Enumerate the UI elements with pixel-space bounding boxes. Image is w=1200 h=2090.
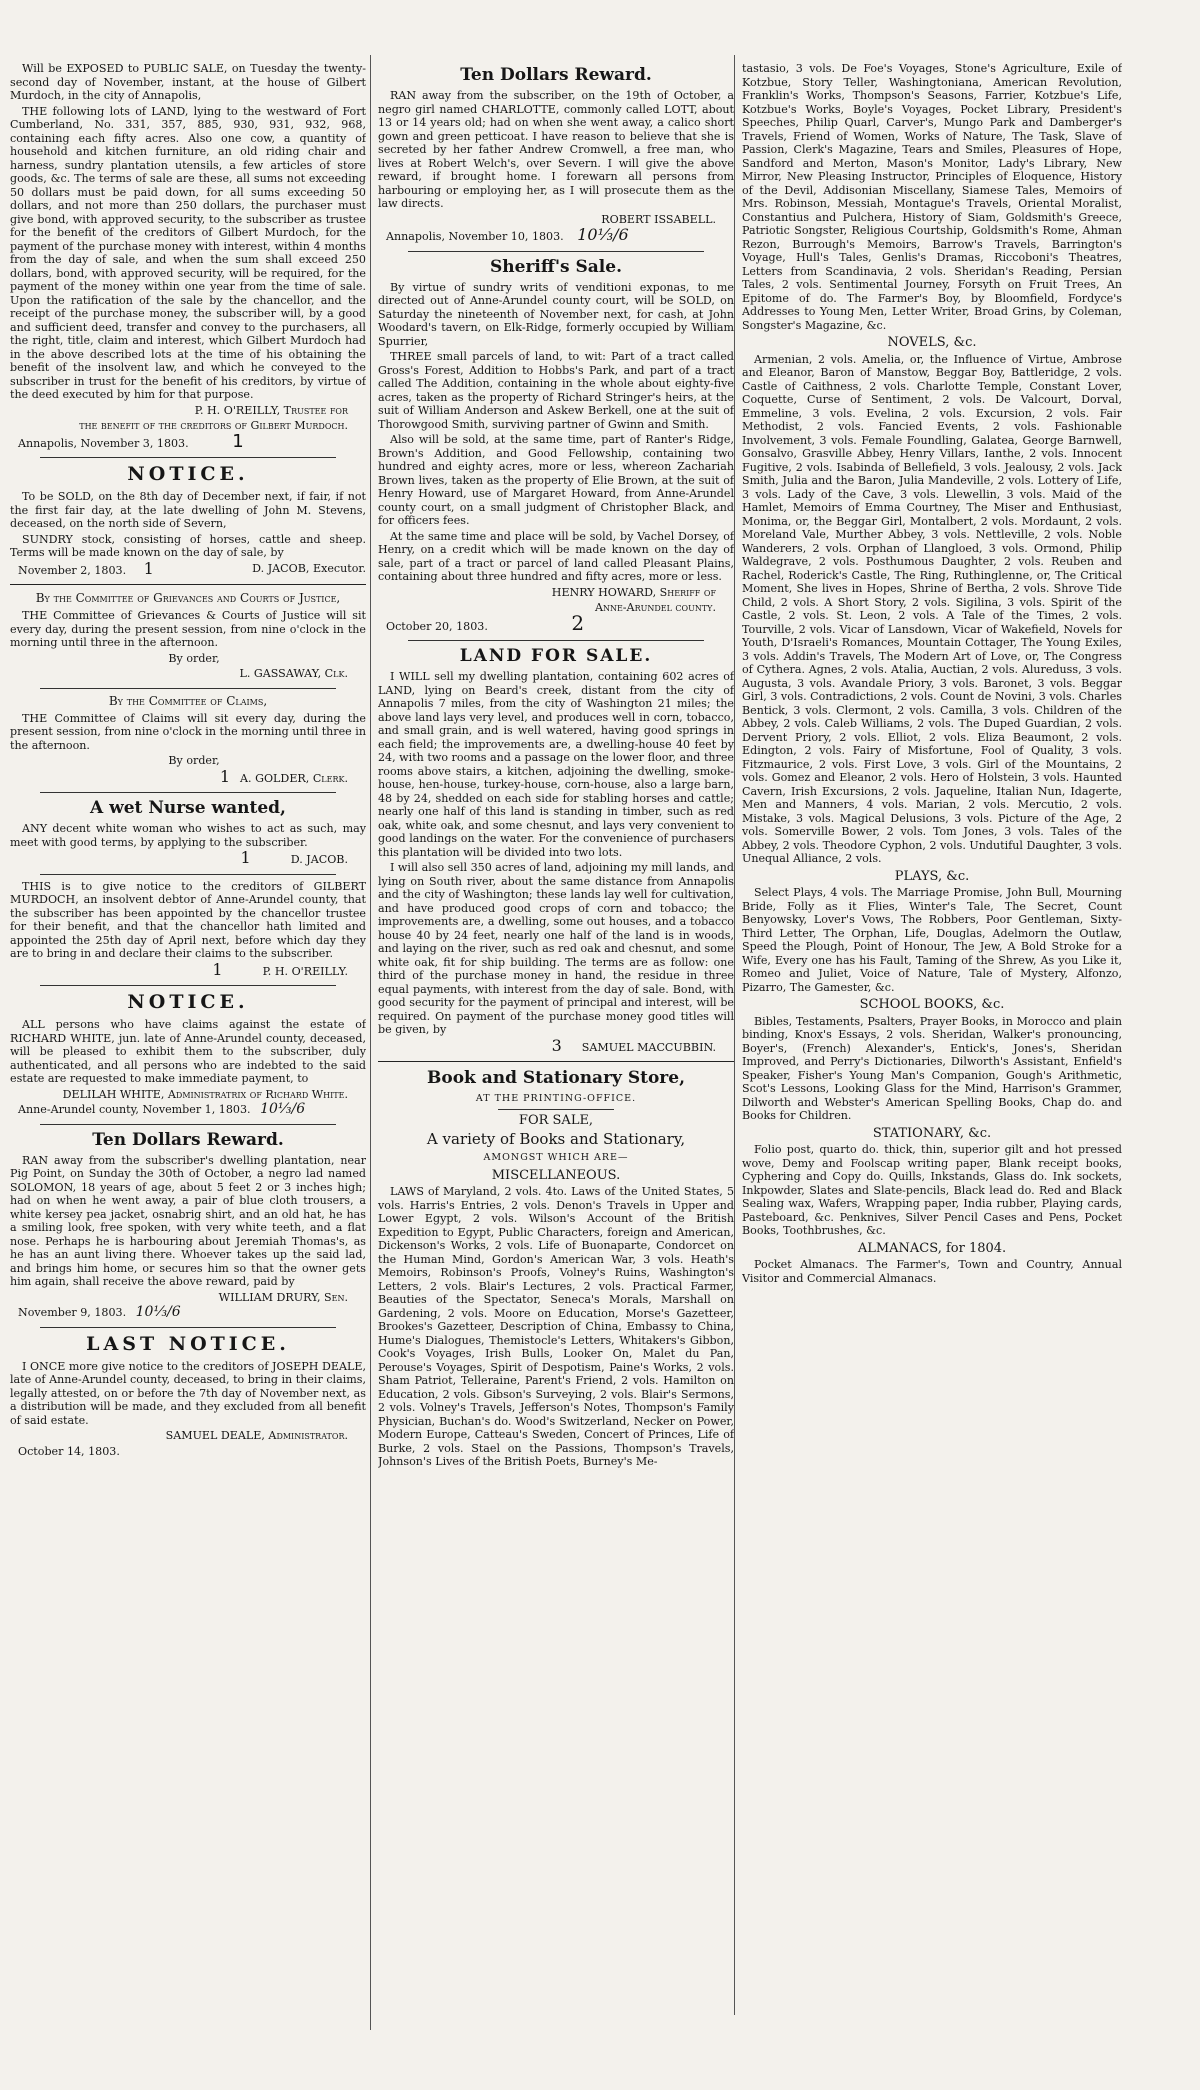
almanacs-body: Pocket Almanacs. The Farmer's, Town and Country, Annual Visitor and Commercial Almanacs. <box>742 1258 1122 1285</box>
notice-stevens-ad <box>10 463 366 577</box>
notice-white-signature: DELILAH WHITE, Administratrix of Richard White. <box>62 1087 348 1101</box>
sheriff-sale-title: Sheriff's Sale. <box>490 256 622 277</box>
plays-body: Select Plays, 4 vols. The Marriage Promise, John Bull, Mourning Bride, Folly as it Flies, Winter's Tale, The Secret, Count Benyowsky, Lover's Vows, The Robbers, Poor Gentleman, Sixty-Third Letter, The Orphan, Life, Douglas, Adelmorn the Outlaw, Speed the Plough, Point of Honour, The Jew, A Bold Stroke for a Wife, Every one has his Fault, Taming of the Shrew, As you Like it, Romeo and Juliet, Voice of Nature, Tale of Mystery, Alfonzo, Pizarro, The Gamester, &c. <box>742 886 1122 994</box>
public-sale-ad <box>10 62 366 450</box>
sheriff-sale-lead: By virtue of sundry writs of venditioni exponas, to me directed out of Anne-Arundel county court, will be SOLD, on Saturday the nineteenth of November next, for cash, at John Woodard's tavern, on Elk-Ridge, formerly occupied by William Spurrier, <box>378 280 734 348</box>
divider <box>378 1061 734 1062</box>
handwritten-mark: 1 <box>212 959 223 979</box>
notice-white-date-line: Anne-Arundel county, November 1, 1803. 10⅓/6 <box>18 1101 306 1117</box>
grievances-body: THE Committee of Grievances & Courts of Justice will sit every day, during the present session, from nine o'clock in the morning until three in the afternoon. <box>10 609 366 649</box>
column-3 <box>742 62 1122 1997</box>
almanacs-heading: ALMANACS, for 1804. <box>857 1240 1007 1256</box>
divider <box>40 792 336 793</box>
handwritten-mark: 1 <box>232 430 244 452</box>
handwritten-mark: 3 <box>551 1035 562 1055</box>
reward-charlotte-body: RAN away from the subscriber, on the 19th of October, a negro girl named CHARLOTTE, commonly called LOTT, about 13 or 14 years old; had on when she went away, a calico short gown and green petticoat. I have reason to believe that she is secreted by her father Andrew Cromwell, a free man, who lives at Robert Welch's, over Severn. I will give the above reward, if brought home. I forewarn all persons from harbouring or employing her, as I will prosecute them as the law directs. <box>378 89 734 210</box>
wet-nurse-title: A wet Nurse wanted, <box>90 798 286 818</box>
novels-heading: NOVELS, &c. <box>887 335 977 350</box>
reward-charlotte-date-line: Annapolis, November 10, 1803. 10⅓/6 <box>386 225 629 244</box>
reward-solomon-body: RAN away from the subscriber's dwelling plantation, near Pig Point, on Sunday the 30th of October, a negro lad named SOLOMON, 18 years of age, about 5 feet 2 or 3 inches high; had on when he went away, a pair of blue cloth trousers, a white kersey pea jacket, osnabrig shirt, and an old hat, he has a smiling look, free spoken, with very white teeth, and a flat nose. Perhaps he is harbouring about Jeremiah Thomas's, as he has an aunt living there. Whoever takes up the said lad, and brings him home, or secures him so that the owner gets him again, shall receive the above reward, paid by <box>10 1153 366 1288</box>
land-sale-p2: I will also sell 350 acres of land, adjoining my mill lands, and lying on South river, about the same distance from Annapolis and the city of Washington; these lands lay well for cultivation, and have produced good crops of corn and tobacco; the improvements are, a dwelling, some out houses, and a tobacco house 40 by 24 feet, nearly one half of the land is in woods, and laying on the river, such as red oak and chesnut, and some white oak, fit for ship building. The terms are as follow: one third of the purchase money in hand, the residue in three equal payments, with interest from the day of sale. Bond, with good security for the payment of principal and interest, will be required. On payment of the purchase money good titles will be given, by <box>378 861 734 1036</box>
school-books-body: Bibles, Testaments, Psalters, Prayer Books, in Morocco and plain binding, Knox's Essays, 2 vols. Sheridan, Walker's pronouncing, Boyer's, (French) Alexander's, Entick's, Jones's, Sheridan Improved, and Perry's Dictionaries, Dilworth's Assistant, Enfield's Speaker, Fisher's Young Man's Companion, Gough's Arithmetic, Scot's Lessons, Looking Glass for the Mind, Harrison's Grammer, Dilworth and Webster's American Spelling Books, Chap do. and Books for Children. <box>742 1014 1122 1122</box>
bookstore-title: Book and Stationary Store, <box>426 1068 685 1088</box>
public-sale-lead: Will be EXPOSED to PUBLIC SALE, on Tuesday the twenty-second day of November, instant, at the house of Gilbert Murdoch, in the city of Annapolis, <box>10 62 366 102</box>
grievances-order: By order, <box>168 651 220 665</box>
last-notice-date: October 14, 1803. <box>18 1444 120 1458</box>
land-sale-title: LAND FOR SALE. <box>459 646 653 666</box>
handwritten-mark: 10⅓/6 <box>135 1304 181 1320</box>
land-sale-p1: I WILL sell my dwelling plantation, containing 602 acres of LAND, lying on Beard's creek, distant from the city of Annapolis 7 miles, from the city of Washington 21 miles; the above land lays very level, and produces well in corn, tobacco, and small grain, and is well watered, having good springs in each field; the improvements are, a dwelling-house 40 feet by 24, with two rooms and a passage on the lower floor, and three rooms above stairs, a kitchen, adjoining the dwelling, smoke-house, hen-house, turkey-house, corn-house, also a large barn, 48 by 24, shedded on each side for stabling horses and cattle; nearly one half of this land is standing in timber, such as red oak, white oak, and some chesnut, and lays very convenient to good landings on the water. For the convenience of purchasers this plantation will be divided into two lots. <box>378 670 734 859</box>
divider <box>40 457 336 458</box>
divider <box>408 640 704 641</box>
public-sale-body: THE following lots of LAND, lying to the westward of Fort Cumberland, No. 331, 357, 885, 930, 931, 932, 968, containing each fifty acres. Also one cow, a quantity of household and kitchen furniture, an old riding chair and harness, sundry plantation utensils, a few articles of store goods, &c. The terms of sale are these, all sums not exceeding 50 dollars must be paid down, for all sums exceeding 50 dollars, and not more than 250 dollars, the purchaser must give bond, with approved security, to the subscriber as trustee for the benefit of the creditors of Gilbert Murdoch, for the payment of the purchase money with interest, within 4 months from the day of sale, and when the sum shall exceed 250 dollars, bond, with approved security, will be required, for the payment of the money within one year from the time of sale. Upon the ratification of the sale by the chancellor, and the receipt of the purchase money, the subscriber will, by a good and sufficient deed, transfer and convey to the purchasers, all the right, title, claim and interest, which Gilbert Murdoch had in the above described lots at the time of his obtaining the benefit of the insolvent law, and which he conveyed to the subscriber in trust for the benefit of his creditors, by virtue of the deed executed by him for that purpose. <box>10 104 366 401</box>
bookstore-misc-heading: MISCELLANEOUS. <box>491 1167 621 1183</box>
column-rule-left <box>370 55 371 2030</box>
notice-white-body: ALL persons who have claims against the estate of RICHARD WHITE, jun. late of Anne-Arundel county, deceased, will be pleased to exhibit them to the subscriber, duly authenticated, and all persons who are indebted to the said estate are requested to make immediate payment, to <box>10 1018 366 1085</box>
public-sale-signature: P. H. O'REILLY, Trustee for <box>194 403 348 417</box>
reward-solomon-signature: WILLIAM DRURY, Sen. <box>218 1290 348 1304</box>
last-notice-title: LAST NOTICE. <box>86 1332 290 1355</box>
reward-charlotte-title: Ten Dollars Reward. <box>460 65 652 85</box>
stationary-body: Folio post, quarto do. thick, thin, superior gilt and hot pressed wove, Demy and Foolscap writing paper, Blank receipt books, Cyphering and Copy do. Quills, Inkstands, Glass do. Ink sockets, Inkpowder, Slates and Slate-pencils, Black lead do. Red and Black Sealing wax, Wafers, Wrapping paper, India rubber, Playing cards, Pasteboard, &c. Penknives, Silver Pencil Cases and Pens, Pocket Books, Toothbrushes, &c. <box>742 1143 1122 1237</box>
handwritten-mark: 1 <box>240 848 251 867</box>
reward-charlotte-ad <box>378 65 734 244</box>
bookstore-subtitle: AT THE PRINTING-OFFICE. <box>475 1093 637 1104</box>
public-sale-signature-2: the benefit of the creditors of Gilbert Murdoch. <box>79 419 348 432</box>
notice-lead: To be SOLD, on the 8th day of December next, if fair, if not the first fair day, at the late dwelling of John M. Stevens, deceased, on the north side of Severn, <box>10 490 366 530</box>
handwritten-mark: 10⅓/6 <box>577 225 629 244</box>
reward-solomon-title: Ten Dollars Reward. <box>92 1129 284 1150</box>
last-notice-body: I ONCE more give notice to the creditors of JOSEPH DEALE, late of Anne-Arundel county, deceased, to bring in their claims, legally attested, on or before the 7th day of November next, as a distribution will be made, and they excluded from all benefit of said estate. <box>10 1359 366 1427</box>
last-notice-ad <box>10 1333 366 1459</box>
divider <box>40 985 336 986</box>
column-rule-right <box>734 55 735 2015</box>
divider <box>40 1124 336 1125</box>
handwritten-mark: 10⅓/6 <box>260 1101 306 1117</box>
sheriff-sale-p2: Also will be sold, at the same time, part of Ranter's Ridge, Brown's Addition, and Good Fellowship, containing two hundred and eighty acres, more or less, whereon Zachariah Brown lives, taken as the property of Elie Brown, at the suit of Henry Howard, use of Margaret Howard, from Anne-Arundel county court, on a small judgment of Christopher Black, and for officers fees. <box>378 433 734 527</box>
public-sale-date: Annapolis, November 3, 1803. 1 <box>18 430 244 452</box>
reward-solomon-date-line: November 9, 1803. 10⅓/6 <box>18 1304 181 1320</box>
sheriff-sale-signature: HENRY HOWARD, Sheriff of <box>551 585 716 599</box>
notice-date-line: November 2, 1803. 1 D. JACOB, Executor. <box>18 558 366 578</box>
divider <box>10 584 366 585</box>
sheriff-sale-p1: THREE small parcels of land, to wit: Part of a tract called Gross's Forest, Addition to Hobbs's Park, and part of a tract called The Addition, containing in the whole about eighty-five acres, taken as the property of Richard Stringer's heirs, at the suit of William Anderson and Askew Berkell, one at the suit of Thorowgood Smith, surviving partner of Gwinn and Smith. <box>378 350 734 431</box>
notice-white-title: NOTICE. <box>127 991 249 1013</box>
bookstore-amongst: AMONGST WHICH ARE— <box>483 1152 629 1163</box>
bookstore-for-sale: FOR SALE, <box>518 1112 594 1128</box>
school-books-heading: SCHOOL BOOKS, &c. <box>859 997 1005 1012</box>
murdoch-notice-body: THIS is to give notice to the creditors of GILBERT MURDOCH, an insolvent debtor of Anne-Arundel county, that the subscriber has been appointed by the chancellor trustee for their benefit, and that the chancellor hath limited and appointed the 25th day of April next, before which day they are to bring in and declare their claims to the subscriber. <box>10 879 366 960</box>
divider <box>408 251 704 252</box>
reward-charlotte-signature: ROBERT ISSABELL. <box>601 212 716 226</box>
grievances-ad <box>10 591 366 681</box>
reward-solomon-ad <box>10 1130 366 1320</box>
misc-continued: tastasio, 3 vols. De Foe's Voyages, Stone's Agriculture, Exile of Kotzbue, Story Teller, Washingtoniana, American Revolution, Franklin's Works, Thompson's Seasons, Farrier, Kotzbue's Life, Kotzbue's Works, Boyle's Voyages, Pocket Library, President's Speeches, Philip Quarl, Carver's, Mungo Park and Damberger's Travels, Friend of Women, Works of Nature, The Task, Slave of Passion, Clerk's Magazine, Tears and Smiles, Pleasures of Hope, Sandford and Merton, Mason's Monitor, Lady's Library, New Mirror, New Pleasing Instructor, Principles of Eloquence, History of the Devil, Addisonian Miscellany, Siamese Tales, Memoirs of Mrs. Robinson, Messiah, Montague's Travels, Oriental Moralist, Constantius and Pulchera, History of Siam, Goldsmith's Greece, Patriotic Songster, Religious Courtship, Goldsmith's Rome, Ahman Rezon, Burrough's Memoirs, Barrow's Travels, Barrington's Voyage, Hull's Tales, Genlis's Dramas, Riccoboni's Theatres, Letters from Scandinavia, 2 vols. Sheridan's Reading, Persian Tales, 2 vols. Sentimental Journey, Forsyth on Fruit Trees, An Epitome of do. The Farmer's Boy, by Bloomfield, Fordyce's Addresses to Young Men, Letter Writer, Broad Grins, by Coleman, Songster's Magazine, &c. <box>742 62 1122 332</box>
sheriff-sale-date-line: October 20, 1803. 2 <box>386 610 585 635</box>
sheriff-sale-p3: At the same time and place will be sold, by Vachel Dorsey, of Henry, on a credit which will be made known on the day of sale, part of a tract or parcel of land called Pleasant Plains, containing about three hundred and fifty acres, more or less. <box>378 529 734 583</box>
grievances-heading: By the Committee of Grievances and Courts of Justice, <box>35 591 341 605</box>
claims-ad <box>10 694 366 786</box>
stationary-heading: STATIONARY, &c. <box>872 1125 992 1141</box>
divider <box>40 1327 336 1328</box>
divider <box>498 1109 614 1110</box>
notice-body: SUNDRY stock, consisting of horses, cattle and sheep. Terms will be made known on the day of sale, by <box>10 532 366 559</box>
bookstore-variety: A variety of Books and Stationary, <box>426 1130 686 1148</box>
wet-nurse-ad <box>10 798 366 867</box>
divider <box>40 688 336 689</box>
wet-nurse-body: ANY decent white woman who wishes to act as such, may meet with good terms, by applying to the subscriber. <box>10 822 366 849</box>
sheriff-sale-signature-2: Anne-Arundel county. <box>594 601 716 614</box>
claims-order: By order, <box>168 754 220 767</box>
column-2 <box>378 62 734 2027</box>
murdoch-notice-signature-line: 1 P. H. O'REILLY. <box>212 959 348 979</box>
claims-body: THE Committee of Claims will sit every day, during the present session, from nine o'clock in the morning until three in the afternoon. <box>10 711 366 752</box>
notice-white-ad <box>10 991 366 1117</box>
claims-heading: By the Committee of Claims, <box>108 693 268 708</box>
plays-heading: PLAYS, &c. <box>894 868 970 884</box>
novels-body: Armenian, 2 vols. Amelia, or, the Influence of Virtue, Ambrose and Eleanor, Baron of Manstow, Beggar Boy, Battleridge, 2 vols. Castle of Caithness, 2 vols. Charlotte Temple, Constant Lover, Coquette, Curse of Sentiment, 2 vols. De Valcourt, Dorval, Emmeline, 3 vols. Evelina, 2 vols. Excursion, 2 vols. Fair Methodist, 2 vols. Fancied Events, 2 vols. Fashionable Involvement, 3 vols. Female Foundling, Galatea, George Barnwell, Gonsalvo, Grasville Abbey, Henry Villars, Ianthe, 2 vols. Innocent Fugitive, 2 vols. Isabinda of Bellefield, 3 vols. Jealousy, 2 vols. Jack Smith, Julia and the Baron, Julia Mandeville, 2 vols. Lottery of Life, 3 vols. Lady of the Cave, 3 vols. Llewellin, 3 vols. Maid of the Hamlet, Memoirs of Emma Courtney, The Miser and Enthusiast, Monima, or, the Beggar Girl, Montalbert, 2 vols. Mordaunt, 2 vols. Moreland Vale, Murther Abbey, 3 vols. Nettleville, 2 vols. Noble Wanderers, 2 vols. Orphan of Llangloed, 3 vols. Ormond, Philip Waldegrave, 2 vols. Posthumous Daughter, 2 vols. Reuben and Rachel, Roderick's Castle, The Ring, Ruthinglenne, or, The Critical Moment, She lives in Hopes, Shrine of Bertha, 2 vols. Shrove Tide Child, 2 vols. A Short Story, 2 vols. Sigilina, 3 vols. Spirit of the Castle, 2 vols. St. Leon, 2 vols. A Tale of the Times, 2 vols. Tourville, 2 vols. Vicar of Lansdown, Vicar of Wakefield, Novels for Youth, D'Israeli's Romances, Mountain Cottager, The Young Exiles, 3 vols. Addin's Travels, The Modern Art of Love, or, The Congress of Cythera. Agnes, 2 vols. Atalia, Auctian, 2 vols. Alureduss, 3 vols. Augusta, 3 vols. Avandale Priory, 3 vols. Baronet, 3 vols. Beggar Girl, 3 vols. Contradictions, 2 vols. Count de Novini, 3 vols. Charles Bentick, 3 vols. Clermont, 2 vols. Camilla, 3 vols. Children of the Abbey, 2 vols. Caleb Williams, 2 vols. The Duped Guardian, 2 vols. Dervent Priory, 2 vols. Elliot, 2 vols. Eliza Beaumont, 2 vols. Edington, 2 vols. Fairy of Misfortune, Fool of Quality, 3 vols. Fitzmaurice, 2 vols. First Love, 3 vols. Girl of the Mountains, 2 vols. Gomez and Eleanor, 2 vols. Hero of Holstein, 3 vols. Haunted Cavern, Irish Excursions, 2 vols. Jaqueline, Italian Nun, Idagerte, Men and Manners, 4 vols. Marian, 2 vols. Mercutio, 2 vols. Mistake, 3 vols. Magical Delusions, 3 vols. Picture of the Age, 2 vols. Somerville Bower, 2 vols. Tom Jones, 3 vols. Tales of the Abbey, 2 vols. Theodore Cyphon, 2 vols. Undutiful Daughter, 3 vols. Unequal Alliance, 2 vols. <box>742 352 1122 865</box>
murdoch-notice-ad <box>10 880 366 979</box>
land-sale-signature-line: 3 SAMUEL MACCUBBIN. <box>551 1035 716 1055</box>
claims-signature-line: 1 A. GOLDER, Clerk. <box>219 766 348 786</box>
wet-nurse-signature-line: 1 D. JACOB. <box>240 848 348 867</box>
last-notice-signature: SAMUEL DEALE, Administrator. <box>165 1429 348 1442</box>
land-sale-ad <box>378 646 734 1054</box>
handwritten-mark: 2 <box>571 610 585 635</box>
sheriff-sale-ad <box>378 257 734 634</box>
bookstore-ad <box>378 1068 734 1469</box>
bookstore-misc-body: LAWS of Maryland, 2 vols. 4to. Laws of the United States, 5 vols. Harris's Entries, 2 vols. Denon's Travels in Upper and Lower Egypt, 2 vols. Wilson's Account of the British Expedition to Egypt, Public Characters, foreign and American, Dickenson's Works, 2 vols. Life of Buonaparte, Condorcet on the Human Mind, Gordon's American War, 3 vols. Heath's Memoirs, Robinson's Proofs, Volney's Ruins, Washington's Letters, 2 vols. Blair's Lectures, 2 vols. Practical Farmer, Beauties of the Spectator, Seneca's Morals, Marshall on Gardening, 2 vols. Moore on Education, Morse's Gazetteer, Brookes's Gazetteer, Description of China, Embassy to China, Hume's Dialogues, Themistocle's Letters, Whitakers's Gibbon, Cook's Voyages, Irish Bulls, Looker On, Malet du Pan, Perouse's Voyages, Spirit of Despotism, Paine's Works, 2 vols. Sham Patriot, Telleraine, Parent's Friend, 2 vols. Hamilton on Education, 2 vols. Gibson's Surveying, 2 vols. Blair's Sermons, 2 vols. Volney's Travels, Jefferson's Notes, Thompson's Family Physician, Buchan's do. Wood's Switzerland, Necker on Power, Modern Europe, Catteau's Sweden, Concert of Princes, Life of Burke, 2 vols. Stael on the Passions, Thompson's Travels, Johnson's Lives of the British Poets, Burney's Me- <box>378 1185 734 1468</box>
column-1 <box>10 62 366 2072</box>
divider <box>40 874 336 875</box>
handwritten-mark: 1 <box>219 766 231 786</box>
notice-title: NOTICE. <box>127 463 249 485</box>
handwritten-mark: 1 <box>143 558 154 578</box>
grievances-signature: L. GASSAWAY, Clk. <box>239 667 348 680</box>
